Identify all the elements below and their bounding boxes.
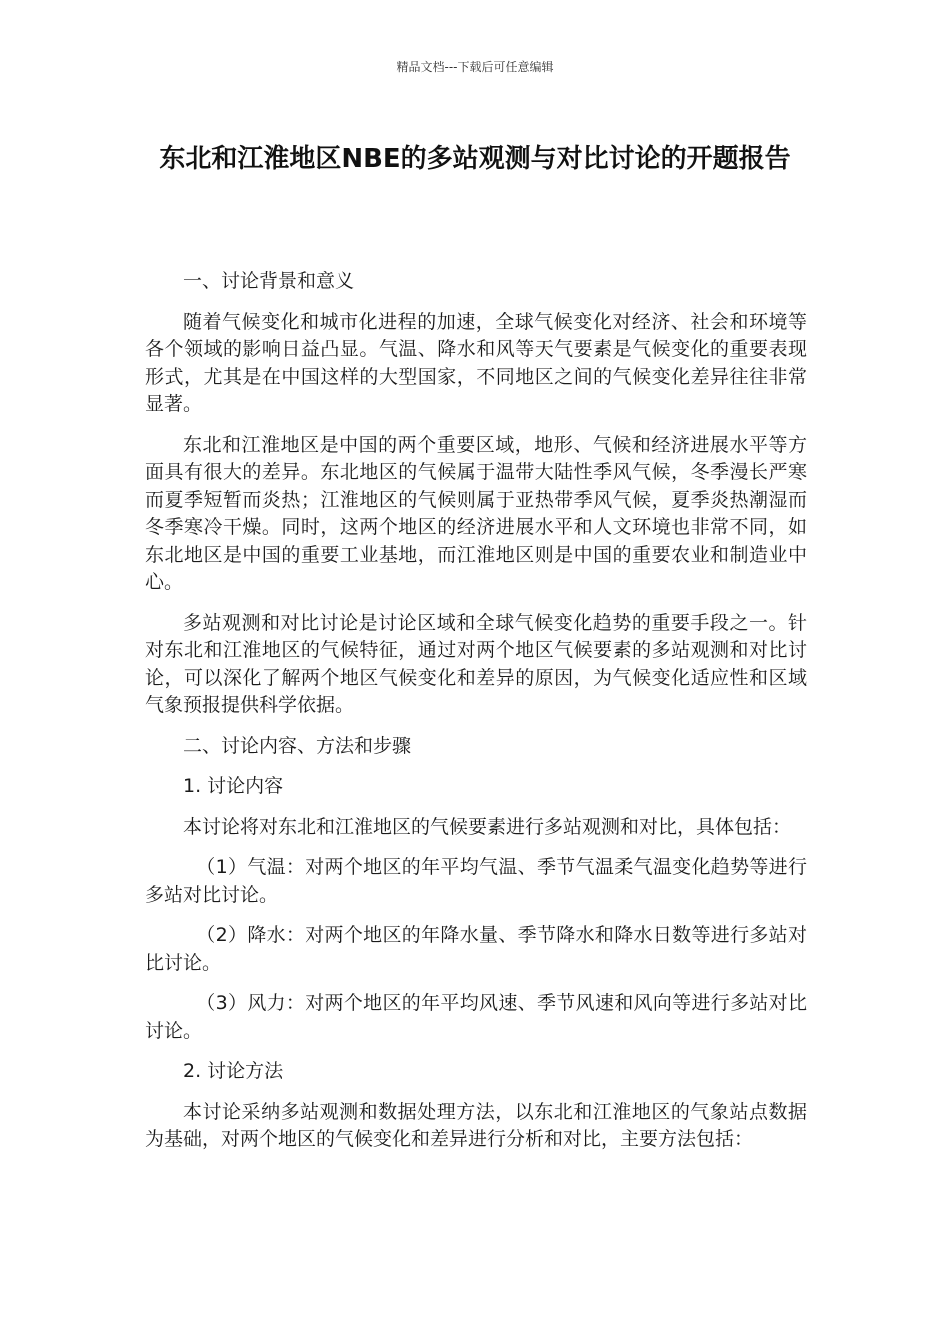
document-body: [145, 268, 807, 1167]
paragraph: 多站观测和对比讨论是讨论区域和全球气候变化趋势的重要手段之一。针对东北和江淮地区的气候特征，通过对两个地区气候要素的多站观测和对比讨论，可以深化了解两个地区气候变化和差异的原因，为气候变化适应性和区域气象预报提供科学依据。: [145, 611, 807, 716]
header-note: 精品文档---下载后可任意编辑: [396, 60, 554, 74]
document-title: 东北和江淮地区NBE的多站观测与对比讨论的开题报告: [159, 144, 791, 174]
section-1-heading: 一、讨论背景和意义: [183, 270, 355, 292]
subsection-1-heading: 1. 讨论内容: [183, 775, 284, 797]
list-item-precipitation: （2）降水：对两个地区的年降水量、季节降水和降水日数等进行多站对比讨论。: [145, 924, 807, 974]
paragraph: 本讨论采纳多站观测和数据处理方法，以东北和江淮地区的气象站点数据为基础，对两个地区的气候变化和差异进行分析和对比，主要方法包括：: [145, 1100, 807, 1150]
paragraph: 东北和江淮地区是中国的两个重要区域，地形、气候和经济进展水平等方面具有很大的差异。东北地区的气候属于温带大陆性季风气候，冬季漫长严寒而夏季短暂而炎热；江淮地区的气候则属于亚热带季风气候，夏季炎热潮湿而冬季寒冷干燥。同时，这两个地区的经济进展水平和人文环境也非常不同，如东北地区是中国的重要工业基地，而江淮地区则是中国的重要农业和制造业中心。: [145, 433, 807, 593]
list-item-wind: （3）风力：对两个地区的年平均风速、季节风速和风向等进行多站对比讨论。: [145, 992, 807, 1042]
paragraph: 本讨论将对东北和江淮地区的气候要素进行多站观测和对比，具体包括：: [183, 815, 792, 838]
section-2-heading: 二、讨论内容、方法和步骤: [183, 734, 412, 757]
list-item-temperature: （1）气温：对两个地区的年平均气温、季节气温柔气温变化趋势等进行多站对比讨论。: [145, 856, 807, 906]
paragraph: 随着气候变化和城市化进程的加速，全球气候变化对经济、社会和环境等各个领域的影响日益凸显。气温、降水和风等天气要素是气候变化的重要表现形式，尤其是在中国这样的大型国家，不同地区之间的气候变化差异往往非常显著。: [145, 310, 807, 415]
subsection-2-heading: 2. 讨论方法: [183, 1060, 284, 1082]
